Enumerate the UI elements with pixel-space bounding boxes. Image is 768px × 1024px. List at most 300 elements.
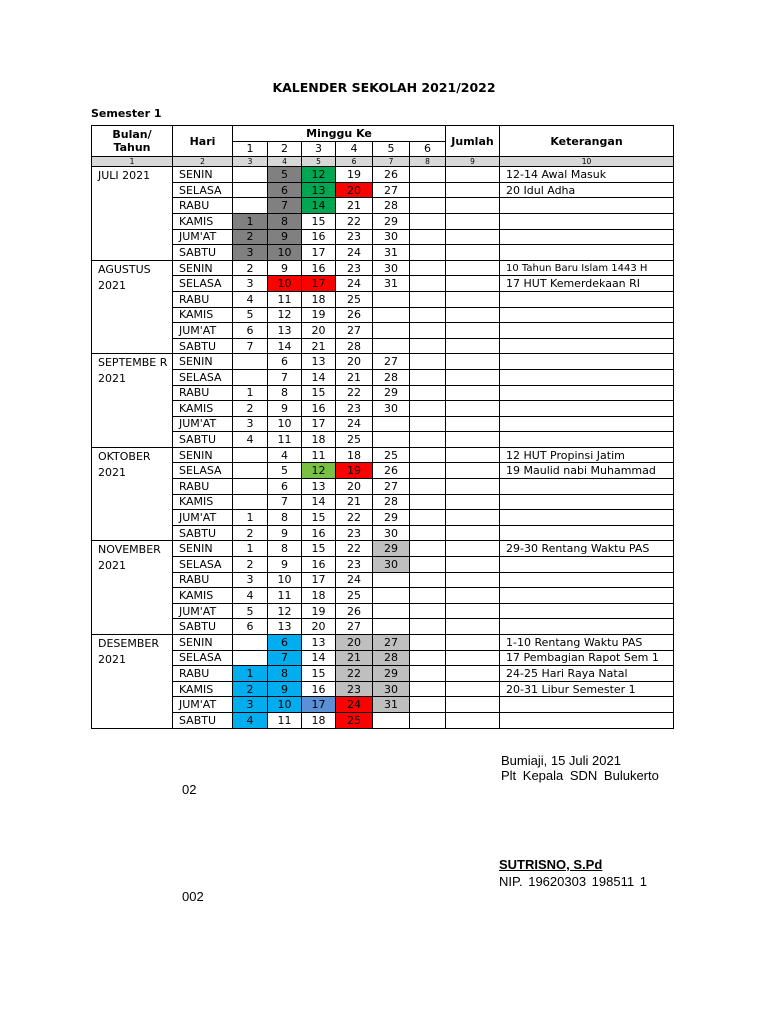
jumlah-cell <box>446 385 500 401</box>
keterangan-cell <box>500 416 674 432</box>
date-cell: 7 <box>268 494 302 510</box>
jumlah-cell <box>446 182 500 198</box>
date-cell <box>410 416 446 432</box>
keterangan-cell: 20 Idul Adha <box>500 182 674 198</box>
date-cell: 13 <box>302 354 336 370</box>
date-cell: 27 <box>373 479 410 495</box>
keterangan-cell: 1-10 Rentang Waktu PAS <box>500 635 674 651</box>
date-cell: 10 <box>268 416 302 432</box>
date-cell: 28 <box>373 494 410 510</box>
table-row <box>92 557 674 573</box>
keterangan-cell <box>500 525 674 541</box>
col-index: 7 <box>373 157 410 167</box>
date-cell <box>410 603 446 619</box>
date-cell: 13 <box>268 619 302 635</box>
table-row <box>92 323 674 339</box>
date-cell: 3 <box>233 697 268 713</box>
date-cell: 27 <box>373 354 410 370</box>
keterangan-cell <box>500 401 674 417</box>
day-name: RABU <box>173 666 233 682</box>
date-cell: 27 <box>373 635 410 651</box>
day-name: RABU <box>173 385 233 401</box>
date-cell: 18 <box>302 432 336 448</box>
date-cell: 22 <box>336 213 373 229</box>
date-cell: 4 <box>268 447 302 463</box>
keterangan-cell <box>500 557 674 573</box>
date-cell: 2 <box>233 525 268 541</box>
table-row <box>92 635 674 651</box>
keterangan-cell <box>500 323 674 339</box>
date-cell <box>373 416 410 432</box>
jumlah-cell <box>446 260 500 276</box>
table-row <box>92 291 674 307</box>
jumlah-cell <box>446 354 500 370</box>
date-cell: 23 <box>336 557 373 573</box>
table-row <box>92 447 674 463</box>
keterangan-cell <box>500 432 674 448</box>
date-cell: 15 <box>302 213 336 229</box>
date-cell <box>410 213 446 229</box>
date-cell <box>410 525 446 541</box>
month-label: AGUSTUS 2021 <box>92 260 173 354</box>
day-name: SABTU <box>173 338 233 354</box>
date-cell: 10 <box>268 697 302 713</box>
date-cell: 6 <box>233 619 268 635</box>
table-row <box>92 603 674 619</box>
jumlah-cell <box>446 650 500 666</box>
header-jumlah: Jumlah <box>446 126 500 157</box>
date-cell <box>233 494 268 510</box>
day-name: JUM'AT <box>173 416 233 432</box>
date-cell: 15 <box>302 385 336 401</box>
jumlah-cell <box>446 276 500 292</box>
jumlah-cell <box>446 416 500 432</box>
date-cell: 4 <box>233 291 268 307</box>
date-cell: 2 <box>233 557 268 573</box>
date-cell: 30 <box>373 401 410 417</box>
date-cell: 28 <box>373 650 410 666</box>
date-cell <box>410 557 446 573</box>
day-name: SENIN <box>173 260 233 276</box>
day-name: SENIN <box>173 167 233 183</box>
date-cell: 15 <box>302 666 336 682</box>
code-top: 02 <box>182 782 197 797</box>
date-cell: 5 <box>233 307 268 323</box>
date-cell <box>233 447 268 463</box>
date-cell: 20 <box>336 182 373 198</box>
date-cell: 4 <box>233 432 268 448</box>
date-cell <box>410 323 446 339</box>
date-cell: 16 <box>302 260 336 276</box>
date-cell: 16 <box>302 681 336 697</box>
date-cell <box>410 276 446 292</box>
date-cell: 4 <box>233 588 268 604</box>
keterangan-cell <box>500 229 674 245</box>
keterangan-cell: 12-14 Awal Masuk <box>500 167 674 183</box>
date-cell: 30 <box>373 525 410 541</box>
date-cell: 25 <box>336 432 373 448</box>
date-cell: 23 <box>336 525 373 541</box>
table-row <box>92 712 674 728</box>
date-cell <box>373 603 410 619</box>
table-row <box>92 385 674 401</box>
date-cell <box>410 666 446 682</box>
jumlah-cell <box>446 541 500 557</box>
date-cell <box>410 635 446 651</box>
date-cell <box>410 291 446 307</box>
date-cell: 9 <box>268 401 302 417</box>
page-title: KALENDER SEKOLAH 2021/2022 <box>272 80 496 95</box>
date-cell: 23 <box>336 229 373 245</box>
date-cell: 5 <box>268 167 302 183</box>
date-cell: 29 <box>373 666 410 682</box>
table-row <box>92 416 674 432</box>
date-cell: 20 <box>336 479 373 495</box>
table-row <box>92 354 674 370</box>
date-cell <box>410 447 446 463</box>
month-label: JULI 2021 <box>92 167 173 261</box>
keterangan-cell: 20-31 Libur Semester 1 <box>500 681 674 697</box>
date-cell <box>410 385 446 401</box>
keterangan-cell <box>500 338 674 354</box>
date-cell: 3 <box>233 245 268 261</box>
date-cell: 28 <box>373 198 410 214</box>
date-cell: 15 <box>302 541 336 557</box>
jumlah-cell <box>446 229 500 245</box>
keterangan-cell <box>500 479 674 495</box>
date-cell: 10 <box>268 572 302 588</box>
date-cell <box>373 572 410 588</box>
day-name: SABTU <box>173 432 233 448</box>
date-cell: 15 <box>302 510 336 526</box>
table-row <box>92 198 674 214</box>
table-row <box>92 572 674 588</box>
date-cell <box>410 354 446 370</box>
day-name: SENIN <box>173 635 233 651</box>
date-cell: 9 <box>268 681 302 697</box>
keterangan-cell: 17 HUT Kemerdekaan RI <box>500 276 674 292</box>
date-cell: 14 <box>302 369 336 385</box>
semester-label: Semester 1 <box>91 107 162 120</box>
date-cell: 30 <box>373 681 410 697</box>
table-row <box>92 245 674 261</box>
table-row <box>92 494 674 510</box>
keterangan-cell <box>500 213 674 229</box>
date-cell <box>410 401 446 417</box>
jumlah-cell <box>446 619 500 635</box>
date-cell: 21 <box>336 494 373 510</box>
header-keterangan: Keterangan <box>500 126 674 157</box>
date-cell: 8 <box>268 213 302 229</box>
day-name: SELASA <box>173 276 233 292</box>
day-name: KAMIS <box>173 307 233 323</box>
keterangan-cell <box>500 198 674 214</box>
date-cell: 3 <box>233 276 268 292</box>
date-cell <box>233 198 268 214</box>
jumlah-cell <box>446 167 500 183</box>
date-cell: 29 <box>373 385 410 401</box>
date-cell: 10 <box>268 245 302 261</box>
day-name: JUM'AT <box>173 229 233 245</box>
date-cell: 21 <box>336 198 373 214</box>
date-cell: 29 <box>373 213 410 229</box>
keterangan-cell <box>500 588 674 604</box>
date-cell: 14 <box>302 494 336 510</box>
date-cell: 6 <box>268 635 302 651</box>
date-cell: 1 <box>233 510 268 526</box>
day-name: KAMIS <box>173 588 233 604</box>
col-index: 6 <box>336 157 373 167</box>
day-name: SELASA <box>173 463 233 479</box>
date-cell: 28 <box>336 338 373 354</box>
day-name: SABTU <box>173 525 233 541</box>
calendar-table <box>91 125 674 729</box>
date-cell <box>410 338 446 354</box>
date-cell: 7 <box>268 650 302 666</box>
date-cell: 31 <box>373 697 410 713</box>
col-index: 10 <box>500 157 674 167</box>
date-cell: 26 <box>336 603 373 619</box>
date-cell: 21 <box>336 369 373 385</box>
jumlah-cell <box>446 401 500 417</box>
col-index: 5 <box>302 157 336 167</box>
keterangan-cell: 29-30 Rentang Waktu PAS <box>500 541 674 557</box>
day-name: SENIN <box>173 541 233 557</box>
jumlah-cell <box>446 572 500 588</box>
jumlah-cell <box>446 666 500 682</box>
jumlah-cell <box>446 681 500 697</box>
date-cell <box>373 307 410 323</box>
jumlah-cell <box>446 603 500 619</box>
date-cell: 24 <box>336 416 373 432</box>
keterangan-cell: 10 Tahun Baru Islam 1443 H <box>500 260 674 276</box>
date-cell: 13 <box>302 635 336 651</box>
date-cell: 11 <box>268 712 302 728</box>
date-cell: 1 <box>233 213 268 229</box>
date-cell: 19 <box>336 463 373 479</box>
column-index-row <box>92 157 674 167</box>
date-cell: 6 <box>268 354 302 370</box>
date-cell <box>410 229 446 245</box>
table-row <box>92 369 674 385</box>
keterangan-cell <box>500 307 674 323</box>
signature-name: SUTRISNO, S.Pd <box>499 857 603 872</box>
date-cell: 31 <box>373 245 410 261</box>
date-cell <box>373 619 410 635</box>
date-cell <box>410 697 446 713</box>
code-bottom: 002 <box>182 889 204 904</box>
date-cell <box>410 260 446 276</box>
date-cell: 31 <box>373 276 410 292</box>
table-row <box>92 510 674 526</box>
date-cell: 12 <box>268 603 302 619</box>
day-name: RABU <box>173 572 233 588</box>
jumlah-cell <box>446 463 500 479</box>
date-cell: 29 <box>373 510 410 526</box>
date-cell: 16 <box>302 401 336 417</box>
signature-position: Plt Kepala SDN Bulukerto <box>501 768 659 783</box>
date-cell <box>410 588 446 604</box>
day-name: SELASA <box>173 369 233 385</box>
date-cell: 20 <box>302 323 336 339</box>
date-cell: 2 <box>233 229 268 245</box>
day-name: KAMIS <box>173 401 233 417</box>
keterangan-cell: 17 Pembagian Rapot Sem 1 <box>500 650 674 666</box>
table-row <box>92 229 674 245</box>
jumlah-cell <box>446 213 500 229</box>
jumlah-cell <box>446 494 500 510</box>
day-name: SELASA <box>173 557 233 573</box>
jumlah-cell <box>446 697 500 713</box>
keterangan-cell <box>500 603 674 619</box>
date-cell: 9 <box>268 260 302 276</box>
month-label: DESEMBER 2021 <box>92 635 173 729</box>
date-cell: 9 <box>268 557 302 573</box>
date-cell: 30 <box>373 557 410 573</box>
table-row <box>92 213 674 229</box>
date-cell: 5 <box>233 603 268 619</box>
jumlah-cell <box>446 338 500 354</box>
date-cell <box>410 681 446 697</box>
month-label: NOVEMBER 2021 <box>92 541 173 635</box>
date-cell <box>233 463 268 479</box>
table-row <box>92 619 674 635</box>
date-cell: 2 <box>233 401 268 417</box>
date-cell: 25 <box>373 447 410 463</box>
jumlah-cell <box>446 588 500 604</box>
date-cell: 14 <box>268 338 302 354</box>
signature-place-date: Bumiaji, 15 Juli 2021 <box>501 753 621 768</box>
jumlah-cell <box>446 307 500 323</box>
date-cell <box>410 307 446 323</box>
keterangan-cell <box>500 385 674 401</box>
date-cell <box>233 650 268 666</box>
date-cell: 28 <box>373 369 410 385</box>
date-cell: 9 <box>268 229 302 245</box>
date-cell <box>233 369 268 385</box>
header-minggu: Minggu Ke <box>233 126 446 142</box>
col-index: 3 <box>233 157 268 167</box>
keterangan-cell <box>500 510 674 526</box>
day-name: RABU <box>173 291 233 307</box>
day-name: SENIN <box>173 447 233 463</box>
date-cell: 17 <box>302 416 336 432</box>
month-label: OKTOBER 2021 <box>92 447 173 541</box>
date-cell: 27 <box>373 182 410 198</box>
keterangan-cell <box>500 712 674 728</box>
date-cell: 22 <box>336 510 373 526</box>
col-index: 2 <box>173 157 233 167</box>
date-cell <box>373 338 410 354</box>
date-cell: 20 <box>336 354 373 370</box>
keterangan-cell: 12 HUT Propinsi Jatim <box>500 447 674 463</box>
header-row <box>92 126 674 142</box>
date-cell <box>373 712 410 728</box>
table-row <box>92 463 674 479</box>
date-cell: 4 <box>233 712 268 728</box>
date-cell: 11 <box>268 432 302 448</box>
day-name: JUM'AT <box>173 603 233 619</box>
date-cell: 7 <box>268 198 302 214</box>
week-5: 5 <box>373 141 410 157</box>
date-cell: 17 <box>302 276 336 292</box>
date-cell: 11 <box>268 588 302 604</box>
date-cell: 17 <box>302 572 336 588</box>
date-cell <box>233 182 268 198</box>
date-cell: 18 <box>302 712 336 728</box>
day-name: SENIN <box>173 354 233 370</box>
day-name: RABU <box>173 479 233 495</box>
date-cell: 27 <box>336 619 373 635</box>
keterangan-cell <box>500 697 674 713</box>
day-name: JUM'AT <box>173 697 233 713</box>
date-cell <box>410 541 446 557</box>
date-cell: 24 <box>336 245 373 261</box>
date-cell <box>410 182 446 198</box>
jumlah-cell <box>446 510 500 526</box>
keterangan-cell <box>500 291 674 307</box>
jumlah-cell <box>446 291 500 307</box>
date-cell: 13 <box>302 479 336 495</box>
day-name: JUM'AT <box>173 323 233 339</box>
date-cell: 22 <box>336 541 373 557</box>
date-cell <box>410 198 446 214</box>
date-cell: 26 <box>336 307 373 323</box>
table-row <box>92 541 674 557</box>
date-cell <box>410 245 446 261</box>
date-cell: 16 <box>302 229 336 245</box>
col-index: 9 <box>446 157 500 167</box>
table-row <box>92 697 674 713</box>
date-cell <box>410 510 446 526</box>
keterangan-cell <box>500 572 674 588</box>
date-cell: 7 <box>233 338 268 354</box>
date-cell: 25 <box>336 291 373 307</box>
date-cell: 5 <box>268 463 302 479</box>
month-label: SEPTEMBE R 2021 <box>92 354 173 448</box>
date-cell: 17 <box>302 245 336 261</box>
table-row <box>92 182 674 198</box>
day-name: SABTU <box>173 245 233 261</box>
keterangan-cell <box>500 494 674 510</box>
date-cell: 30 <box>373 260 410 276</box>
table-row <box>92 276 674 292</box>
week-6: 6 <box>410 141 446 157</box>
keterangan-cell <box>500 619 674 635</box>
day-name: JUM'AT <box>173 510 233 526</box>
date-cell <box>410 712 446 728</box>
jumlah-cell <box>446 557 500 573</box>
table-row <box>92 681 674 697</box>
date-cell: 25 <box>336 712 373 728</box>
date-cell: 2 <box>233 681 268 697</box>
date-cell <box>233 167 268 183</box>
date-cell: 1 <box>233 541 268 557</box>
jumlah-cell <box>446 369 500 385</box>
date-cell: 14 <box>302 198 336 214</box>
date-cell: 24 <box>336 697 373 713</box>
date-cell: 29 <box>373 541 410 557</box>
date-cell: 12 <box>268 307 302 323</box>
date-cell: 23 <box>336 401 373 417</box>
date-cell: 21 <box>302 338 336 354</box>
date-cell: 23 <box>336 260 373 276</box>
date-cell <box>410 572 446 588</box>
date-cell <box>410 369 446 385</box>
date-cell: 19 <box>302 307 336 323</box>
jumlah-cell <box>446 447 500 463</box>
week-4: 4 <box>336 141 373 157</box>
